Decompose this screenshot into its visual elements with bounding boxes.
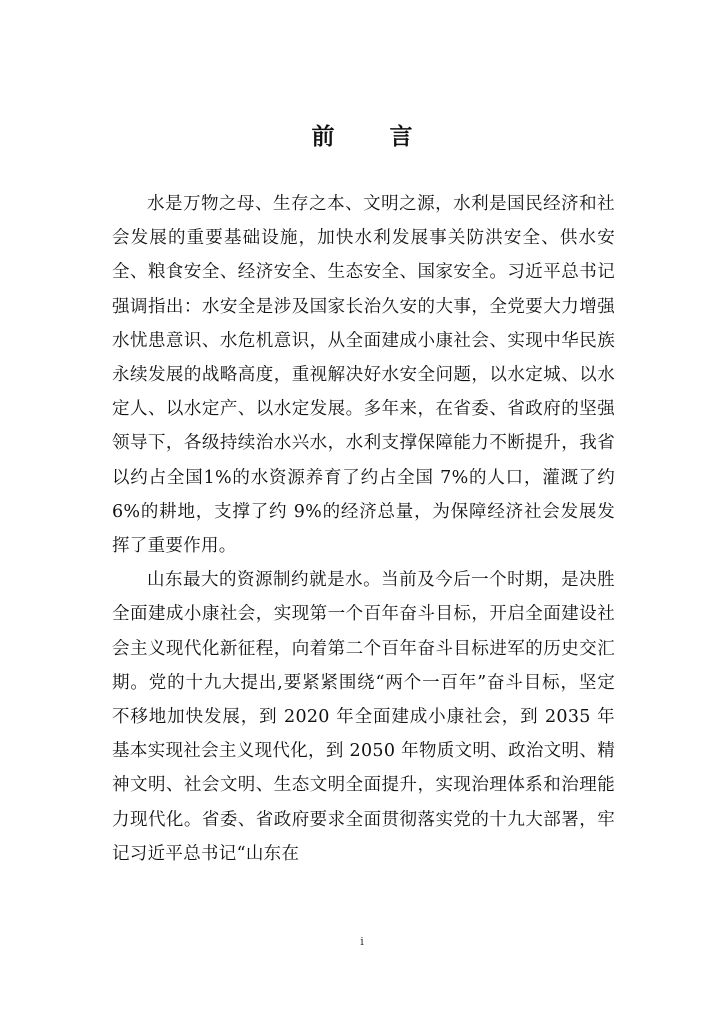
page-number: i — [360, 935, 364, 948]
paragraph-1: 水是万物之母、生存之本、文明之源，水利是国民经济和社会发展的重要基础设施，加快水利发展事关防洪安全、供水安全、粮食安全、经济安全、生态安全、国家安全。习近平总书记强调指出：水安全是涉及国家长治久安的大事，全党要大力增强水忧患意识、水危机意识，从全面建成小康社会、实现中华民族永续发展的战略高度，重视解决好水安全问题，以水定城、以水定人、以水定产、以水定发展。多年来，在省委、省政府的坚强领导下，各级持续治水兴水，水利支撑保障能力不断提升，我省以约占全国1%的水资源养育了约占全国 7%的人口，灌溉了约 6%的耕地，支撑了约 9%的经济总量，为保障经济社会发展发挥了重要作用。 — [112, 194, 615, 557]
body-text — [112, 187, 615, 871]
page-title: 前言 — [311, 124, 468, 150]
paragraph-2: 山东最大的资源制约就是水。当前及今后一个时期，是决胜全面建成小康社会，实现第一个百年奋斗目标，开启全面建设社会主义现代化新征程，向着第二个百年奋斗目标进军的历史交汇期。党的十九大提出,要紧紧围绕“两个一百年”奋斗目标，坚定不移地加快发展，到 2020 年全面建成小康社会，到 2035 年基本实现社会主义现代化，到 2050 年物质文明、政治文明、精神文明、社会文明、生态文明全面提升，实现治理体系和治理能力现代化。省委、省政府要求全面贯彻落实党的十九大部署，牢记习近平总书记“山东在 — [112, 570, 615, 864]
